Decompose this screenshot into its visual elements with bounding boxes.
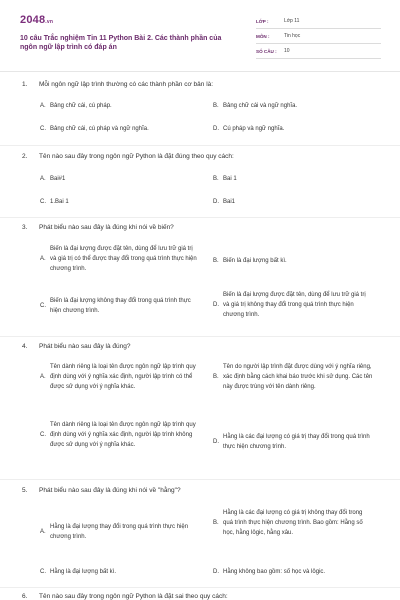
question-5-option-c[interactable]	[40, 567, 200, 577]
option-text: Hằng là các đại lượng có giá trị không thay đổi trong quá trình thực hiện chương trình. Bao gồm: Hằng số học, hằng lôgic, hằng xâu.	[223, 510, 363, 536]
option-text: Biến là đại lượng được đặt tên, dùng để lưu trữ giá trị và giá trị không thay đổi trong quá trình thực hiện chương trình.	[223, 292, 366, 318]
option-letter: A.	[40, 103, 46, 109]
question-number: 1.	[22, 81, 28, 88]
option-text: Biến là đại lượng được đặt tên, dùng để lưu trữ giá trị và giá trị có thể được thay đổi trong quá trình thực hiện chương trình.	[50, 246, 197, 272]
question-5-stem	[22, 487, 181, 494]
question-divider	[0, 217, 400, 218]
question-2-option-d[interactable]	[213, 197, 373, 207]
question-1-option-a[interactable]	[40, 101, 200, 111]
question-1-stem	[22, 81, 213, 88]
question-number: 6.	[22, 593, 28, 600]
question-3-option-a[interactable]	[40, 244, 200, 274]
option-text: 1.Bai 1	[50, 199, 69, 205]
option-letter: D.	[213, 126, 219, 132]
meta-label-grade: LỚP :	[256, 18, 269, 24]
option-text: Hằng là các đại lượng có giá trị thay đổi trong quá trình thực hiện chương trình.	[223, 434, 370, 450]
meta-value-count: 10	[284, 48, 290, 54]
option-text: Tên do người lập trình đặt được dùng với ý nghĩa riêng, xác định bằng cách khai báo trước khi sử dụng. Các tên này được trùng với tên dành riêng.	[223, 364, 373, 390]
document-title: 10 câu Trắc nghiệm Tin 11 Python Bài 2. Các thành phần của ngôn ngữ lập trình có đáp án	[20, 35, 222, 51]
option-text: Bảng chữ cái, cú pháp và ngữ nghĩa.	[50, 126, 149, 132]
option-text: Biến là đại lượng không thay đổi trong quá trình thực hiện chương trình.	[50, 298, 191, 314]
meta-value-grade: Lớp 11	[284, 18, 300, 24]
question-2-option-c[interactable]	[40, 197, 200, 207]
option-letter: C.	[40, 303, 46, 309]
meta-row-grade	[256, 14, 381, 29]
question-divider	[0, 587, 400, 588]
question-text: Mỗi ngôn ngữ lập trình thường có các thành phần cơ bản là:	[39, 81, 214, 88]
question-4-stem	[22, 343, 130, 350]
question-2-option-b[interactable]	[213, 174, 373, 184]
question-divider	[0, 145, 400, 146]
option-text: Cú pháp và ngữ nghĩa.	[223, 126, 285, 132]
question-1-option-b[interactable]	[213, 101, 373, 111]
option-text: Bảng chữ cái và ngữ nghĩa.	[223, 103, 298, 109]
question-3-option-c[interactable]	[40, 296, 200, 316]
question-divider	[0, 479, 400, 480]
question-text: Phát biểu nào sau đây là đúng?	[39, 343, 131, 350]
question-4-option-a[interactable]	[40, 362, 200, 392]
option-letter: B.	[213, 258, 219, 264]
question-4-option-d[interactable]	[213, 432, 373, 452]
question-5-option-d[interactable]	[213, 567, 373, 577]
question-text: Tên nào sau đây trong ngôn ngữ Python là đặt đúng theo quy cách:	[39, 153, 234, 160]
option-letter: A.	[40, 256, 46, 262]
option-text: Tên dành riêng là loại tên được ngôn ngữ lập trình quy định dùng với ý nghĩa xác định, người lập trình không được sử dụng với ý nghĩa khác.	[50, 422, 196, 448]
header	[0, 0, 400, 70]
question-text: Phát biểu nào sau đây là đúng khi nói về "hằng"?	[39, 487, 181, 494]
option-letter: D.	[213, 569, 219, 575]
question-text: Phát biểu nào sau đây là đúng khi nói về biến?	[39, 224, 174, 231]
header-divider	[0, 71, 400, 72]
option-text: Biến là đại lượng bất kì.	[223, 258, 287, 264]
option-letter: C.	[40, 432, 46, 438]
question-number: 4.	[22, 343, 28, 350]
question-number: 2.	[22, 153, 28, 160]
option-letter: D.	[213, 199, 219, 205]
question-number: 3.	[22, 224, 28, 231]
option-letter: B.	[213, 176, 219, 182]
option-letter: B.	[213, 374, 219, 380]
question-4-option-b[interactable]	[213, 362, 373, 392]
option-text: Bai#1	[50, 176, 66, 182]
option-letter: B.	[213, 520, 219, 526]
question-2-stem	[22, 153, 234, 160]
question-3-stem	[22, 224, 174, 231]
option-letter: C.	[40, 126, 46, 132]
option-text: Tên dành riêng là loại tên được ngôn ngữ lập trình quy định dùng với ý nghĩa xác định, người lập trình có thể được sử dụng với ý nghĩa khác.	[50, 364, 196, 390]
option-text: Hằng là đại lượng thay đổi trong quá trình thực hiện chương trình.	[50, 524, 189, 540]
question-3-option-b[interactable]	[213, 256, 373, 266]
option-letter: B.	[213, 103, 219, 109]
question-text: Tên nào sau đây trong ngôn ngữ Python là đặt sai theo quy cách:	[39, 593, 228, 600]
question-divider	[0, 336, 400, 337]
question-3-option-d[interactable]	[213, 290, 373, 320]
option-text: Bai 1	[223, 176, 237, 182]
meta-label-subject: MÔN :	[256, 33, 270, 39]
logo-text: 2048	[20, 14, 46, 26]
question-5-option-a[interactable]	[40, 522, 200, 542]
question-number: 5.	[22, 487, 28, 494]
logo-suffix: .vn	[45, 19, 54, 25]
option-letter: A.	[40, 529, 46, 535]
option-letter: A.	[40, 374, 46, 380]
question-5-option-b[interactable]	[213, 508, 373, 538]
meta-row-count	[256, 44, 381, 59]
option-letter: C.	[40, 569, 46, 575]
option-letter: C.	[40, 199, 46, 205]
meta-row-subject	[256, 29, 381, 44]
meta-table	[256, 14, 381, 59]
option-text: Bai1	[223, 199, 236, 205]
option-text: Bảng chữ cái, cú pháp.	[50, 103, 112, 109]
question-1-option-c[interactable]	[40, 124, 200, 134]
option-letter: D.	[213, 302, 219, 308]
meta-label-count: SỐ CÂU :	[256, 48, 277, 54]
question-4-option-c[interactable]	[40, 420, 200, 450]
question-6-stem	[22, 593, 228, 600]
option-letter: D.	[213, 439, 219, 445]
question-1-option-d[interactable]	[213, 124, 373, 134]
site-logo[interactable]	[20, 14, 53, 26]
option-text: Hằng là đại lượng bất kì.	[50, 569, 116, 575]
question-2-option-a[interactable]	[40, 174, 200, 184]
option-text: Hằng không bao gồm: số học và lôgic.	[223, 569, 326, 575]
option-letter: A.	[40, 176, 46, 182]
meta-value-subject: Tin học	[284, 33, 301, 39]
